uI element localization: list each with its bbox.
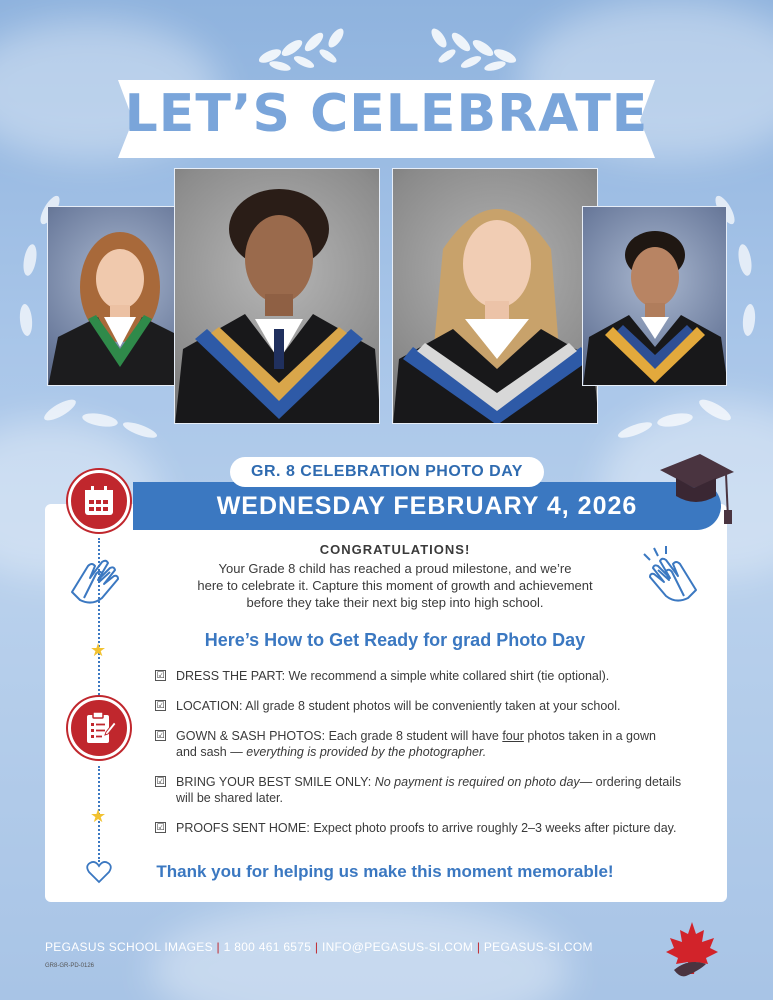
clapping-hands-icon	[66, 552, 132, 608]
item-body: — ordering details	[579, 775, 682, 789]
congrats-line: here to celebrate it. Capture this moment of growth and achievement	[197, 578, 593, 593]
checklist	[155, 668, 700, 836]
item-text	[176, 728, 656, 760]
phone-number[interactable]: 1 800 461 6575	[223, 940, 312, 954]
checkbox-icon: ☑	[156, 700, 165, 710]
congrats-line: before they take their next big step into high school.	[246, 595, 544, 610]
document-code: GR8-GR-PD-0126	[45, 963, 95, 969]
laurel-top-icon	[250, 26, 525, 76]
clapping-hands-icon	[636, 544, 702, 606]
item-label: LOCATION:	[176, 699, 243, 713]
student-photo-4	[582, 206, 727, 386]
email-link[interactable]: INFO@PEGASUS-SI.COM	[321, 940, 474, 954]
checklist-item-location	[155, 698, 700, 714]
congrats-message	[180, 560, 610, 611]
item-body: All grade 8 student photos will be conveniently taken at your school.	[245, 699, 621, 713]
congrats-heading: CONGRATULATIONS!	[319, 542, 471, 557]
checklist-item-gown	[155, 728, 700, 760]
checklist-item-dress	[155, 668, 700, 684]
event-subtitle: GR. 8 CELEBRATION PHOTO DAY	[230, 457, 544, 487]
guide-heading: Here’s How to Get Ready for grad Photo Day	[204, 630, 586, 650]
item-text	[176, 820, 676, 836]
item-text	[176, 698, 620, 714]
item-body: and sash —	[176, 745, 243, 759]
item-label: BRING YOUR BEST SMILE ONLY:	[176, 775, 372, 789]
calendar-icon	[82, 484, 116, 518]
checkbox-icon: ☑	[156, 776, 165, 786]
item-label: PROOFS SENT HOME:	[176, 821, 310, 835]
item-label: GOWN & SASH PHOTOS:	[176, 729, 326, 743]
student-photo-1	[47, 206, 191, 386]
item-body: We recommend a simple white collared shirt (tie optional).	[288, 669, 610, 683]
clipboard-badge	[68, 697, 130, 759]
maple-leaf-logo	[660, 918, 724, 982]
checkbox-icon: ☑	[156, 730, 165, 740]
separator: |	[216, 940, 220, 954]
heart-icon	[86, 860, 112, 884]
title-banner	[118, 72, 655, 160]
star-icon: ★	[90, 806, 107, 826]
item-body: will be shared later.	[176, 791, 284, 805]
company-name: PEGASUS SCHOOL IMAGES	[45, 940, 213, 954]
website-link[interactable]: PEGASUS-SI.COM	[483, 940, 593, 954]
clipboard-icon	[82, 710, 116, 746]
item-body: Expect photo proofs to arrive roughly 2–3 weeks after picture day.	[313, 821, 677, 835]
separator: |	[314, 940, 319, 954]
item-italic: No payment is required on photo day	[374, 775, 580, 789]
item-italic: everything is provided by the photographer.	[246, 745, 487, 759]
checkbox-icon: ☑	[156, 670, 165, 680]
event-date: WEDNESDAY FEBRUARY 4, 2026	[133, 482, 721, 530]
item-label: DRESS THE PART:	[176, 669, 286, 683]
congrats-line: Your Grade 8 child has reached a proud milestone, and we’re	[218, 561, 572, 576]
graduation-cap-icon	[656, 448, 736, 528]
checkbox-icon: ☑	[156, 822, 165, 832]
item-body: photos taken in a gown	[527, 729, 656, 743]
item-emphasis: four	[502, 729, 524, 743]
item-text	[176, 774, 681, 806]
page-title: LET’S CELEBRATE	[124, 84, 649, 144]
footer-contact	[45, 940, 593, 954]
calendar-badge	[68, 470, 130, 532]
item-body: Each grade 8 student will have	[328, 729, 499, 743]
item-text	[176, 668, 609, 684]
student-photo-2	[174, 168, 380, 424]
separator: |	[476, 940, 481, 954]
checklist-item-proofs	[155, 820, 700, 836]
student-photo-3	[392, 168, 598, 424]
thank-you-message: Thank you for helping us make this moment memorable!	[156, 862, 614, 881]
checklist-item-smile	[155, 774, 700, 806]
star-icon: ★	[90, 640, 107, 660]
